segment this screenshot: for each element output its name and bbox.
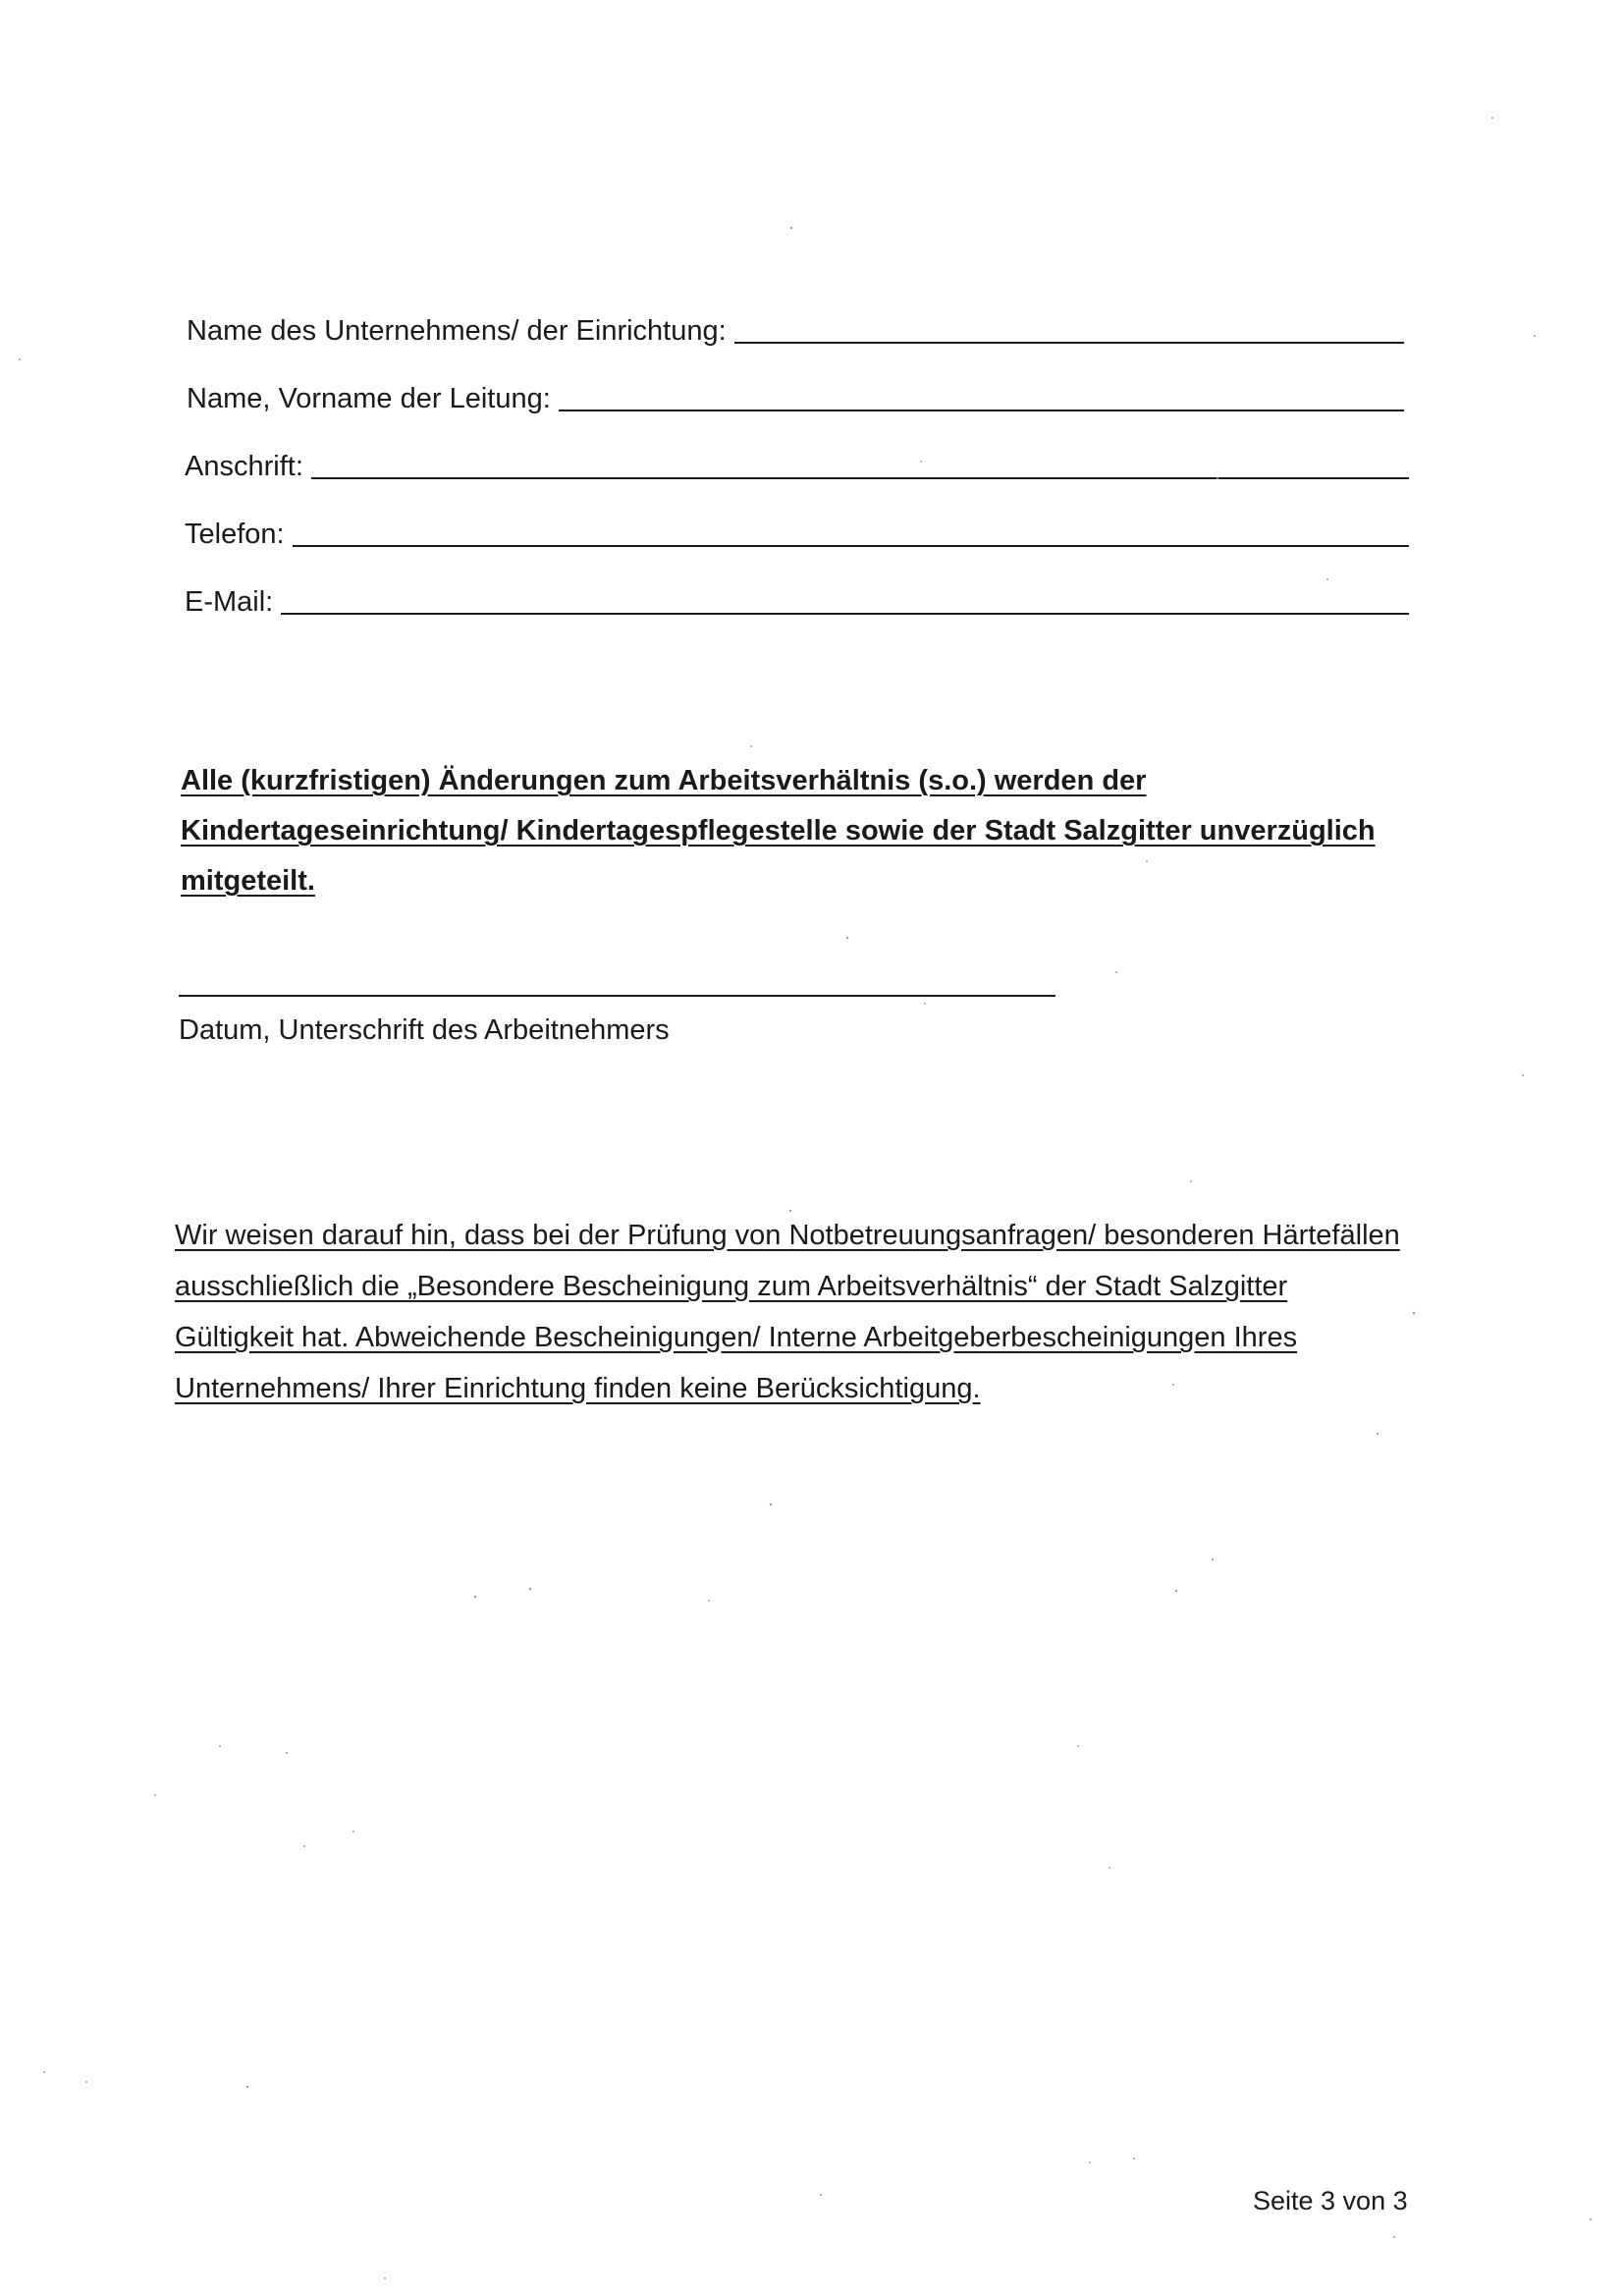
company-name-field [187, 317, 1404, 346]
manager-name-field [187, 385, 1404, 413]
signature-line [179, 995, 1055, 997]
manager-name-line [559, 410, 1404, 411]
page-number: Seite 3 von 3 [1253, 2186, 1408, 2215]
address-label: Anschrift: [185, 451, 303, 482]
email-label: E-Mail: [185, 586, 274, 618]
phone-line [293, 545, 1409, 547]
phone-field [185, 520, 1409, 549]
address-field [185, 453, 1409, 481]
address-line [311, 477, 1409, 479]
email-line [281, 613, 1409, 615]
email-field [185, 588, 1409, 617]
company-name-line [734, 342, 1404, 344]
change-notice: Alle (kurzfristigen) Änderungen zum Arbeitsverhältnis (s.o.) werden der Kindertageseinrichtung/ Kindertagespflegestelle sowie der Stadt Salzgitter unverzüglich mitgeteilt. [181, 765, 1376, 897]
phone-label: Telefon: [185, 519, 285, 550]
disclaimer-text: Wir weisen darauf hin, dass bei der Prüfung von Notbetreuungsanfragen/ besonderen Härtefällen ausschließlich die „Besondere Bescheinigung zum Arbeitsverhältnis“ der Stadt Salzgitter Gültigkeit hat. Abweichende Bescheinigungen/ Interne Arbeitgeberbescheinigungen Ihres Unternehmens/ Ihrer Einrichtung finden keine Berücksichtigung. [175, 1220, 1400, 1404]
company-name-label: Name des Unternehmens/ der Einrichtung: [187, 315, 727, 347]
manager-name-label: Name, Vorname der Leitung: [187, 383, 551, 414]
signature-label: Datum, Unterschrift des Arbeitnehmers [179, 1014, 670, 1046]
